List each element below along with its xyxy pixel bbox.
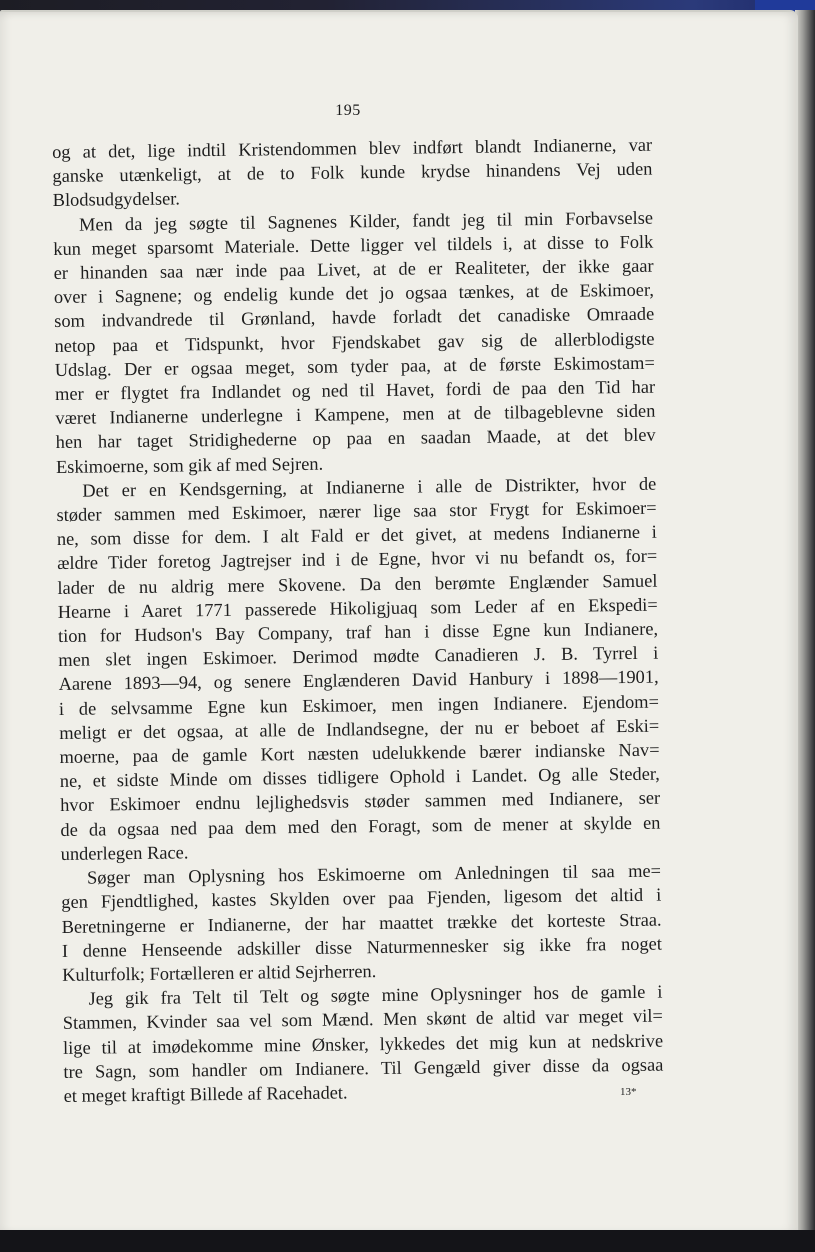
text-line: Udslag. Der er ogsaa meget, som tyder paa, at de første Eskimostam=	[54, 352, 655, 380]
text-line: over i Sagnene; og endelig kunde det jo ogsaa tænkes, at de Eskimoer,	[53, 279, 654, 308]
text-line: Det er en Kendsgerning, at Indianerne i alle de Distrikter, hvor de	[82, 473, 657, 501]
text-line: Men da jeg søgte til Sagnenes Kilder, fandt jeg til min Forbavselse	[78, 207, 654, 235]
text-line: Aarene 1893—94, og senere Englænderen David Hanbury i 1898—1901,	[58, 667, 659, 695]
text-line: de da ogsaa ned paa dem med den Foragt, som de mener at skylde en	[60, 812, 661, 840]
page-edge-shadow	[795, 10, 815, 1232]
text-line: gen Fjendtlighed, kastes Skylden over paa Fjenden, ligesom det altid i	[61, 884, 662, 913]
text-line: hen har taget Stridighederne op paa en saadan Maade, at det blev	[55, 425, 656, 453]
text-line: men slet ingen Eskimoer. Derimod mødte Canadieren J. B. Tyrrel i	[58, 642, 659, 671]
text-line: og at det, lige indtil Kristendommen blev indført blandt Indianerne, var	[52, 134, 653, 162]
paragraph	[52, 133, 653, 213]
text-line: hvor Eskimoer endnu lejlighedsvis støder sammen med Indianere, ser	[60, 788, 661, 816]
text-line: netop paa et Tidspunkt, hvor Fjendskabet gav sig de allerblodigste	[54, 328, 655, 356]
text-line: ganske utænkeligt, at de to Folk kunde krydse hinandens Vej uden	[52, 158, 653, 187]
text-line: er hinanden saa nær inde paa Livet, at de er Realiteter, der ikke gaar	[53, 255, 654, 284]
paragraph	[56, 471, 661, 866]
text-line: meligt er det ogsaa, at alle de Indlandsegne, der nu er beboet af Eski=	[59, 715, 660, 743]
text-line: været Indianerne underlegne i Kampene, men at de tilbageblevne siden	[55, 400, 656, 429]
text-line: lige til at imødekomme mine Ønsker, lykkedes det mig kun at nedskrive	[62, 1030, 664, 1058]
text-line: som indvandrede til Grønland, havde forladt det canadiske Omraade	[54, 304, 655, 332]
text-line: I denne Henseende adskiller disse Naturmennesker sig ikke fra noget	[61, 933, 662, 961]
text-line: Eskimoerne, som gik af med Sejren.	[55, 453, 324, 477]
text-line: Beretningerne er Indianerne, der har maattet trække det korteste Straa.	[61, 909, 662, 937]
page-number: 195	[335, 102, 361, 119]
text-line: Stammen, Kvinder saa vel som Mænd. Men skønt de altid var meget vil=	[62, 1005, 663, 1034]
text-line: støder sammen med Eskimoer, nærer lige saa stor Frygt for Eskimoer=	[56, 497, 657, 526]
book-page	[0, 10, 798, 1234]
text-line: Blodsudgydelser.	[52, 188, 181, 211]
text-line: Jeg gik fra Telt til Telt og søgte mine Oplysninger hos de gamle i	[88, 981, 663, 1009]
text-line: kun meget sparsomt Materiale. Dette ligger vel tildels i, at disse to Folk	[53, 231, 654, 259]
paragraph	[53, 205, 656, 479]
paragraph	[62, 980, 663, 1108]
body-text	[52, 133, 664, 1108]
text-line: mer er flygtet fra Indlandet og ned til Havet, fordi de paa den Tid har	[54, 376, 656, 405]
text-line: i de selvsamme Egne kun Eskimoer, men ingen Indianere. Ejendom=	[58, 691, 660, 719]
printer-signature-mark: 13*	[620, 1086, 637, 1098]
text-line: ne, et sidste Minde om disses tidligere Ophold i Landet. Og alle Steder,	[59, 763, 660, 792]
text-line: Søger man Oplysning hos Eskimoerne om Anledningen til saa me=	[86, 860, 662, 888]
text-line: Kulturfolk; Fortælleren er altid Sejrherren.	[62, 961, 377, 985]
text-line: et meget kraftigt Billede af Racehadet.	[63, 1082, 348, 1106]
text-line: Hearne i Aaret 1771 passerede Hikoligjuaq som Leder af en Ekspedi=	[57, 594, 658, 622]
text-line: ne, som disse for dem. I alt Fald er det givet, at medens Indianerne i	[56, 521, 657, 550]
text-line: ældre Tider foretog Jagtrejser ind i de Egne, hvor vi nu befandt os, for=	[57, 546, 658, 574]
text-line: tion for Hudson's Bay Company, traf han i disse Egne kun Indianere,	[57, 618, 659, 647]
scan-bottom-border	[0, 1230, 815, 1252]
text-line: underlegen Race.	[60, 842, 189, 864]
paragraph	[61, 859, 662, 987]
text-line: tre Sagn, som handler om Indianere. Til Gengæld giver disse da ogsaa	[63, 1054, 664, 1082]
text-line: moerne, paa de gamle Kort næsten udelukkende bærer indianske Nav=	[59, 739, 660, 768]
text-line: lader de nu aldrig mere Skovene. Da den berømte Englænder Samuel	[57, 570, 658, 598]
